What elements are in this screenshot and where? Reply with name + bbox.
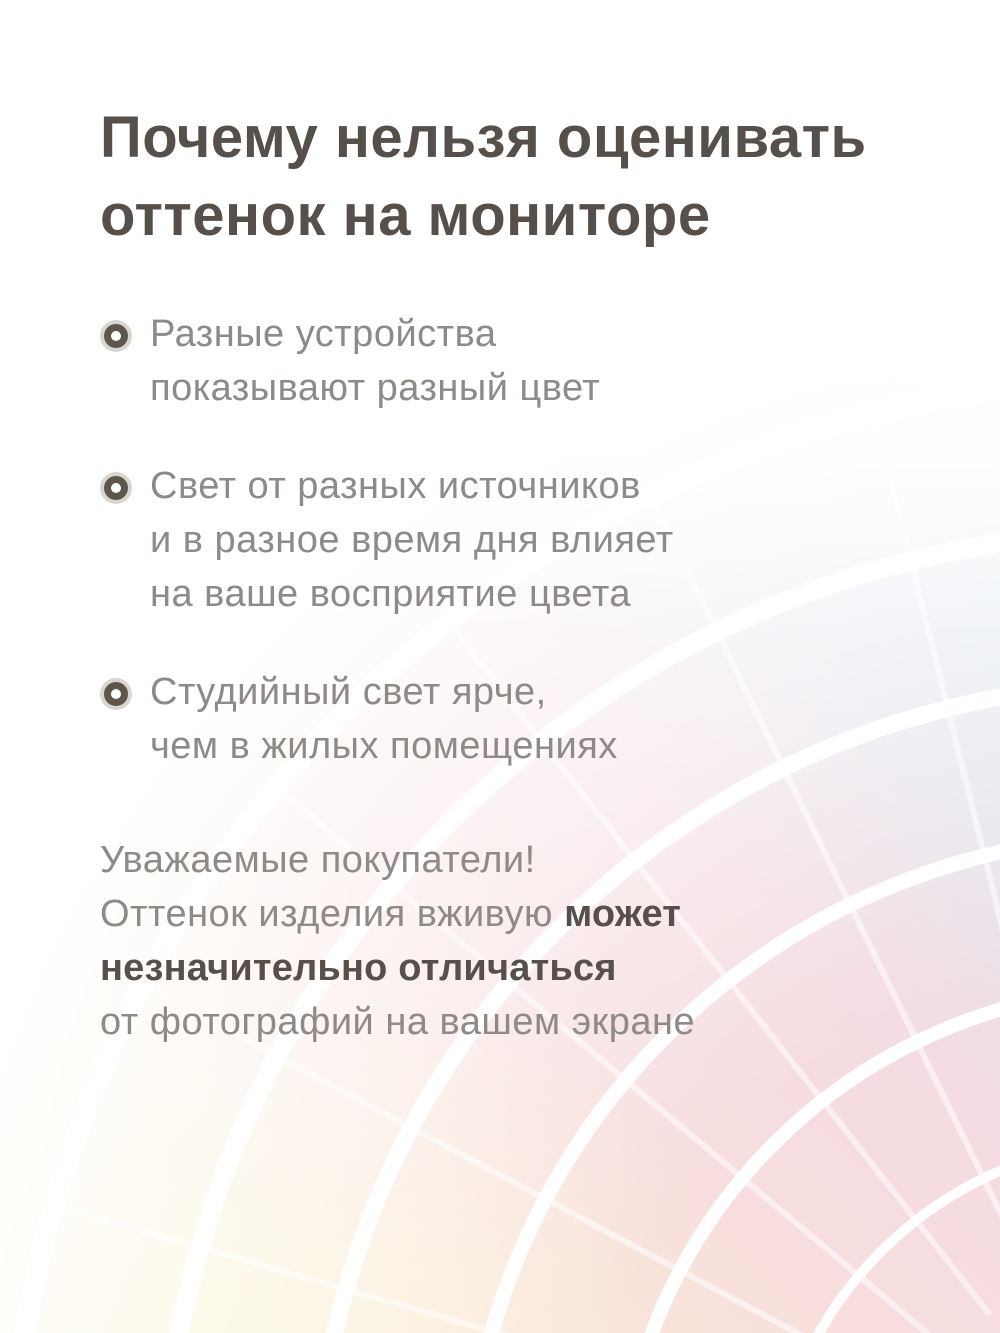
note-line-2-regular: Оттенок изделия вживую [100,893,554,935]
list-item [100,665,840,773]
reason-text [150,665,618,773]
reason-text [150,459,674,621]
reason-line: Свет от разных источников [150,465,641,507]
list-item [100,307,840,415]
reasons-list [100,307,840,817]
reason-text [150,307,600,415]
list-item [100,459,840,621]
reason-line: чем в жилых помещениях [150,725,618,767]
page-title-line-2: оттенок на мониторе [100,183,711,248]
reason-line: на ваше восприятие цвета [150,573,631,615]
reason-line: и в разное время дня влияет [150,519,674,561]
ring-bullet-icon [104,476,128,500]
ring-bullet-icon [104,324,128,348]
page-title [100,99,867,255]
reason-line: Студийный свет ярче, [150,671,547,713]
note-line-4: от фотографий на вашем экране [100,1001,696,1043]
note-line-1: Уважаемые покупатели! [100,839,536,881]
note-line-3-bold: незначительно отличаться [100,947,617,989]
reason-line: показывают разный цвет [150,367,601,409]
reason-line: Разные устройства [150,313,497,355]
note-line-2 [100,887,900,941]
note-line-2-bold: может [564,893,682,935]
page-title-line-1: Почему нельзя оценивать [100,105,867,170]
buyers-note [100,833,900,1049]
ring-bullet-icon [104,682,128,706]
